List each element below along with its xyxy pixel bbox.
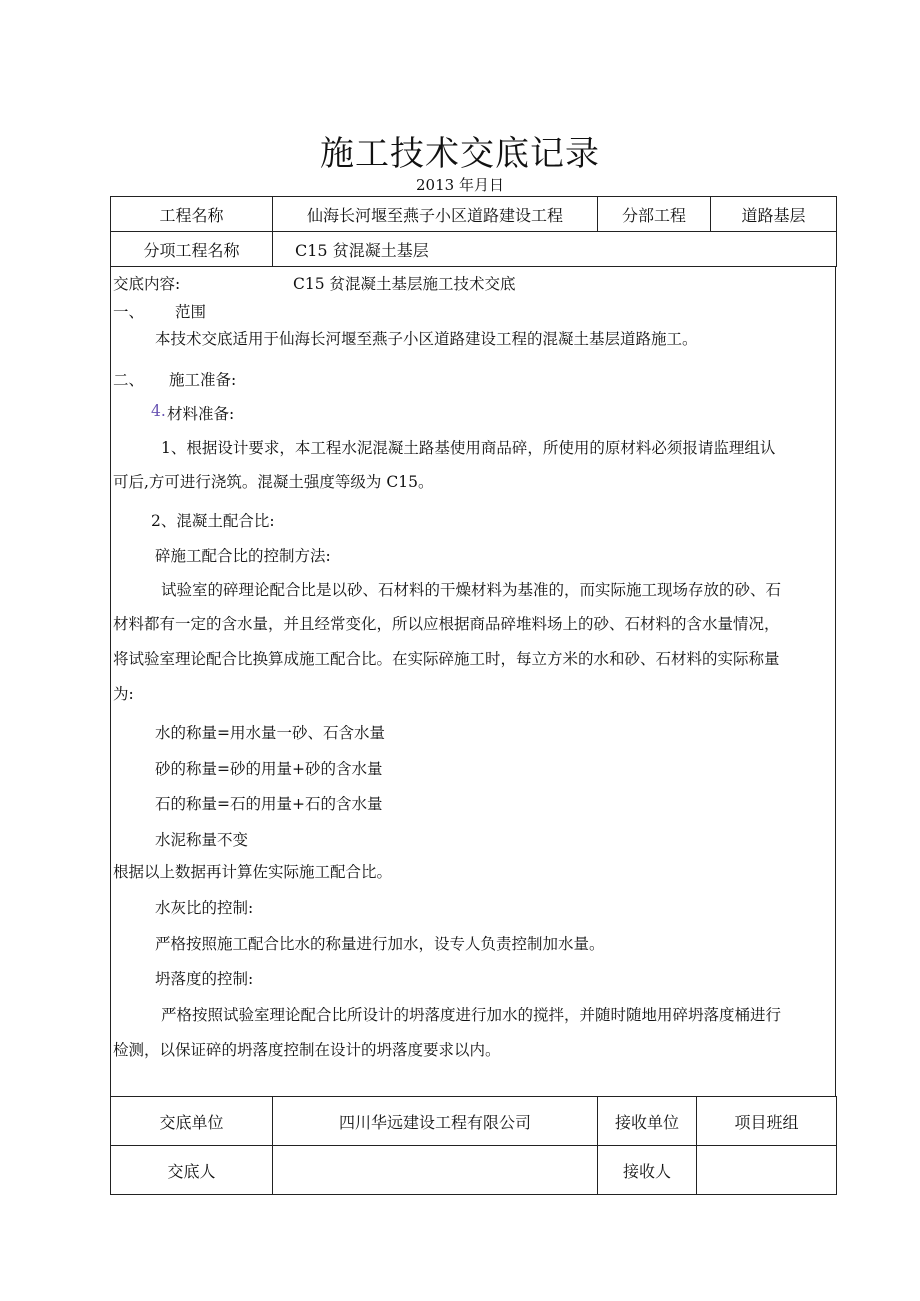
section1-text: 本技术交底适用于仙海长河堰至燕子小区道路建设工程的混凝土基层道路施工。 [155, 330, 698, 348]
issuer-unit-label: 交底单位 [111, 1097, 273, 1146]
paragraph1-line2: 可后,方可进行浇筑。混凝土强度等级为 C15。 [113, 473, 434, 491]
formula-stone: 石的称量=石的用量+石的含水量 [155, 795, 383, 813]
section2-title: 施工准备: [169, 371, 237, 389]
receiver-person-label: 接收人 [598, 1146, 697, 1195]
slump-line1: 严格按照试验室理论配合比所设计的坍落度进行加水的搅拌，并随时随地用碎坍落度桶进行 [161, 1006, 782, 1024]
issuer-person-label: 交底人 [111, 1146, 273, 1195]
signature-row-unit [111, 1097, 837, 1146]
paragraph2-line3: 将试验室理论配合比换算成施工配合比。在实际碎施工时，每立方米的水和砂、石材料的实际称量 [113, 650, 780, 668]
formula-water: 水的称量=用水量一砂、石含水量 [155, 724, 385, 742]
paragraph2-line4: 为: [113, 685, 134, 703]
subitem-value: C15 贫混凝土基层 [273, 232, 837, 267]
water-cement-title: 水灰比的控制: [155, 899, 254, 917]
division-label: 分部工程 [598, 197, 711, 232]
document-title: 施工技术交底记录 [320, 134, 600, 174]
header-row-project [111, 197, 837, 232]
issuer-unit-value: 四川华远建设工程有限公司 [273, 1097, 598, 1146]
header-table [110, 196, 837, 267]
recalculate-note: 根据以上数据再计算佐实际施工配合比。 [113, 863, 393, 881]
item2-title: 2、混凝土配合比: [151, 512, 275, 530]
content-label: 交底内容: [113, 275, 181, 293]
item4-title: 材料准备: [167, 405, 235, 423]
header-row-subitem [111, 232, 837, 267]
section2-number: 二、 [113, 371, 145, 389]
content-block [110, 266, 836, 1096]
document-date: 2013 年月日 [416, 176, 504, 194]
formula-cement: 水泥称量不变 [155, 831, 249, 849]
division-value: 道路基层 [711, 197, 837, 232]
receiver-unit-label: 接收单位 [598, 1097, 697, 1146]
slump-title: 坍落度的控制: [155, 970, 254, 988]
content-heading: C15 贫混凝土基层施工技术交底 [293, 275, 516, 293]
water-cement-text: 严格按照施工配合比水的称量进行加水，设专人负责控制加水量。 [155, 935, 605, 953]
slump-line2: 检测，以保证碎的坍落度控制在设计的坍落度要求以内。 [113, 1041, 501, 1059]
section1-number: 一、 [113, 303, 145, 321]
formula-sand: 砂的称量=砂的用量+砂的含水量 [155, 760, 383, 778]
project-name-label: 工程名称 [111, 197, 273, 232]
item4-number: 4. [151, 402, 166, 420]
subitem-label: 分项工程名称 [111, 232, 273, 267]
issuer-person-value [273, 1146, 598, 1195]
receiver-person-value [697, 1146, 837, 1195]
receiver-unit-value: 项目班组 [697, 1097, 837, 1146]
paragraph2-line2: 材料都有一定的含水量，并且经常变化，所以应根据商品碎堆料场上的砂、石材料的含水量情况， [113, 615, 780, 633]
paragraph2-line1: 试验室的碎理论配合比是以砂、石材料的干燥材料为基准的，而实际施工现场存放的砂、石 [161, 581, 782, 599]
section1-title: 范围 [175, 303, 207, 321]
method-title: 碎施工配合比的控制方法: [155, 547, 331, 565]
signature-row-person [111, 1146, 837, 1195]
paragraph1-line1: 1、根据设计要求，本工程水泥混凝土路基使用商品碎，所使用的原材料必须报请监理组认 [161, 439, 776, 457]
project-name-value: 仙海长河堰至燕子小区道路建设工程 [273, 197, 598, 232]
signature-table [110, 1096, 837, 1195]
